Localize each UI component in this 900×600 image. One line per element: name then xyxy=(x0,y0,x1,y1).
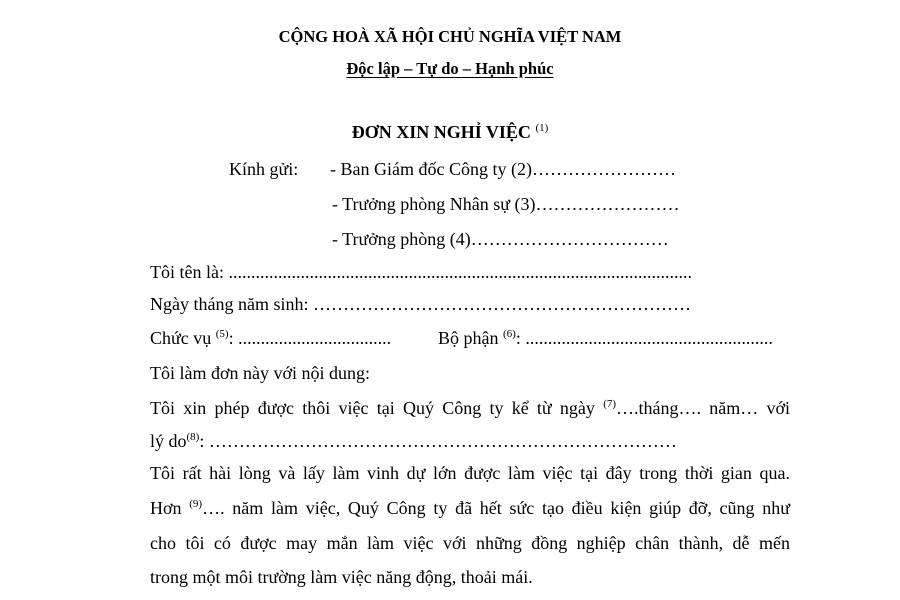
document-title xyxy=(0,121,900,143)
recipient-line-1: - Ban Giám đốc Công ty (2)…………………… xyxy=(330,159,676,179)
request-date-text: ….tháng…. năm… với xyxy=(616,398,791,418)
motto-text: Độc lập – Tự do – Hạnh phúc xyxy=(346,59,554,78)
recipient-line-3: - Trưởng phòng (4)…………………………… xyxy=(332,229,669,249)
years-footnote: (9) xyxy=(189,498,203,510)
reason-line xyxy=(150,430,677,452)
department-dots: : ....................................................... xyxy=(515,328,773,348)
paragraph-line-2 xyxy=(150,497,790,519)
motto-heading xyxy=(0,58,900,80)
position-footnote: (5) xyxy=(215,328,229,340)
paragraph-line-2-rest: …. năm làm việc, Quý Công ty đã hết sức tạo điều kiện giúp đỡ, cũng như xyxy=(202,498,790,518)
country-name-heading: CỘNG HOÀ XÃ HỘI CHỦ NGHĨA VIỆT NAM xyxy=(278,27,622,46)
reason-label: lý do xyxy=(150,431,187,451)
document-title-text: ĐƠN XIN NGHỈ VIỆC xyxy=(351,122,531,142)
reason-dots: : …………………………………………………………………… xyxy=(199,431,677,451)
paragraph-line-4: trong một môi trường làm việc năng động, thoải mái. xyxy=(150,567,533,587)
request-line xyxy=(150,397,790,419)
reason-footnote: (8) xyxy=(186,431,200,443)
department-field xyxy=(438,327,773,349)
paragraph-line-1: Tôi rất hài lòng và lấy làm vinh dự lớn được làm việc tại đây trong thời gian qua. xyxy=(150,463,790,483)
position-dots: : .................................. xyxy=(228,328,392,348)
request-text: Tôi xin phép được thôi việc tại Quý Công ty kể từ ngày xyxy=(150,398,595,418)
title-footnote: (1) xyxy=(535,122,549,134)
recipients-label: Kính gửi: xyxy=(229,159,299,179)
intro-text: Tôi làm đơn này với nội dung: xyxy=(150,363,371,383)
paragraph-line-2-start: Hơn xyxy=(150,498,182,518)
name-field: Tôi tên là: ....................................................................................................... xyxy=(150,262,692,282)
department-footnote: (6) xyxy=(503,328,516,340)
recipient-line-2: - Trưởng phòng Nhân sự (3)…………………… xyxy=(332,194,680,214)
paragraph-line-3: cho tôi có được may mắn làm việc với những đồng nghiệp chân thành, dễ mến xyxy=(150,533,790,553)
position-field xyxy=(150,327,391,349)
position-label: Chức vụ xyxy=(150,328,212,348)
department-label: Bộ phận xyxy=(438,328,499,348)
request-footnote: (7) xyxy=(603,398,617,410)
dob-field: Ngày tháng năm sinh: ……………………………………………………… xyxy=(150,294,691,314)
